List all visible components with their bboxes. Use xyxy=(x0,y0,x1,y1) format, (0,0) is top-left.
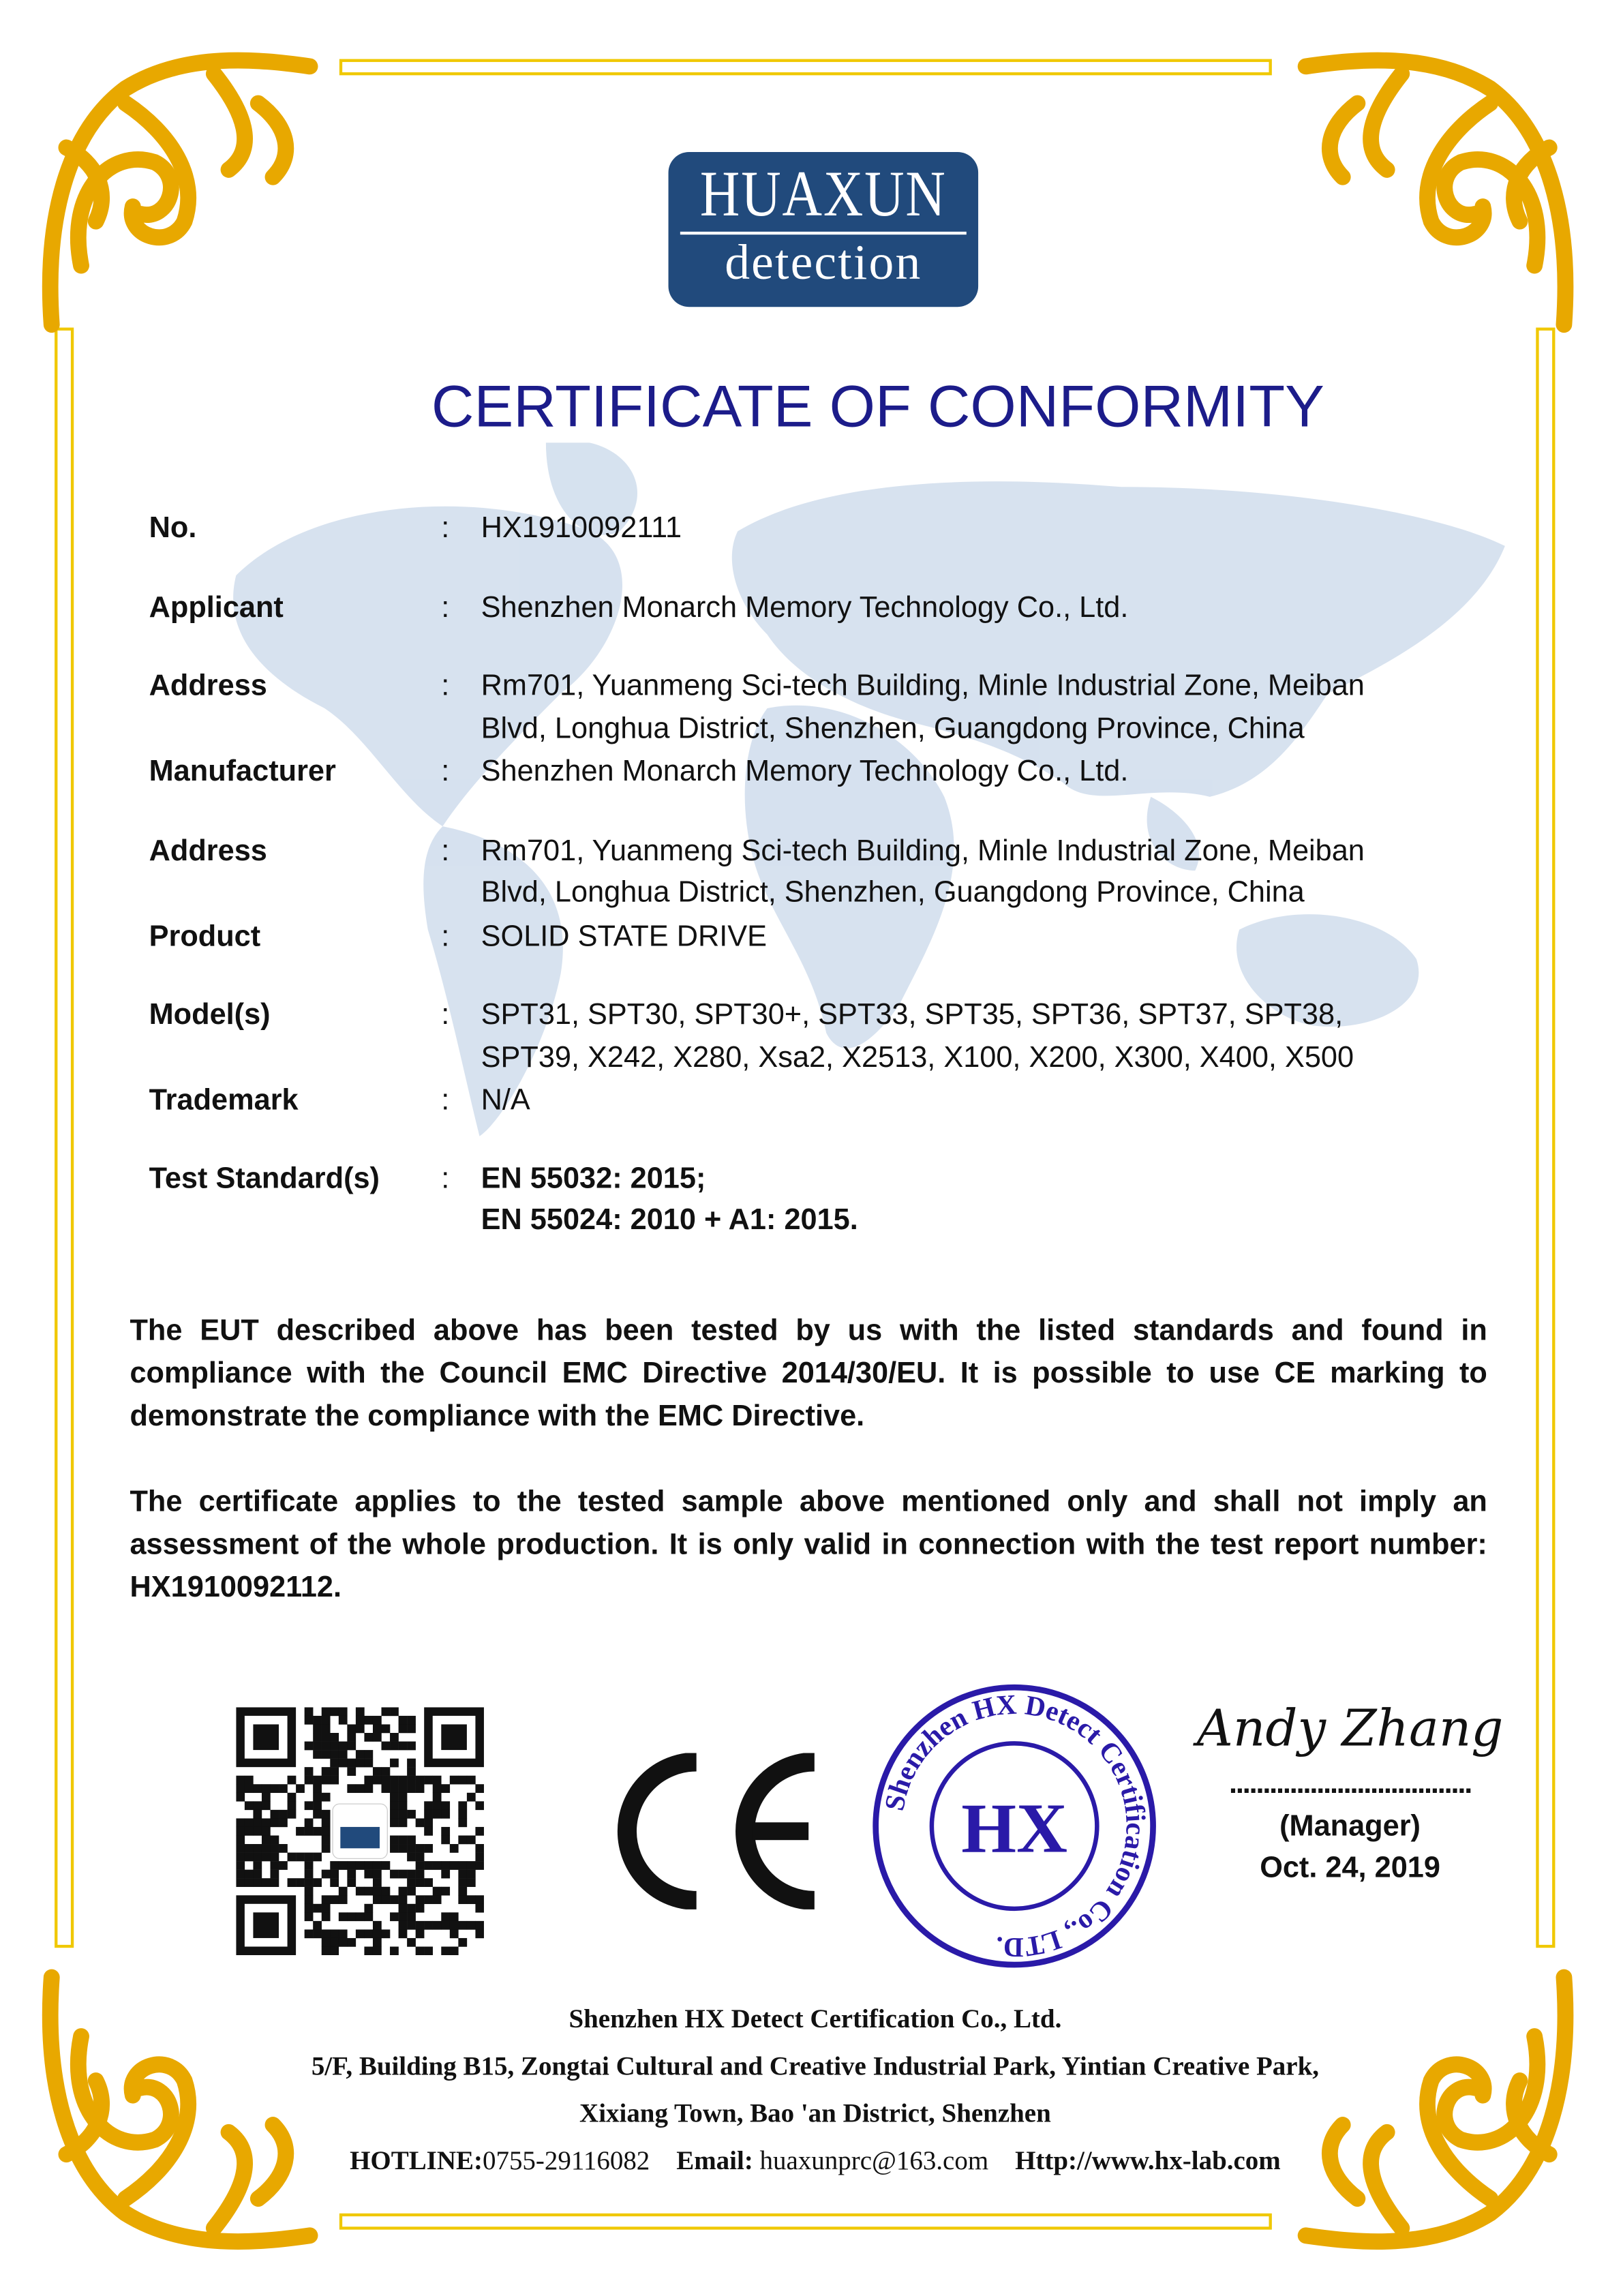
compliance-paragraph: The EUT described above has been tested by us with the listed standards and found in compliance with the Council EMC Directive 2014/30/EU. It is possible to use CE marking to demonstrate the compliance with the EMC Directive. xyxy=(130,1314,1487,1433)
field-label: Trademark xyxy=(149,1084,299,1117)
email-link[interactable]: huaxunprc@163.com xyxy=(759,2145,989,2175)
field-value: SPT39, X242, X280, Xsa2, X2513, X100, X200, X300, X400, X500 xyxy=(481,1041,1354,1074)
signer-role: (Manager) xyxy=(1279,1810,1421,1843)
field-label: Address xyxy=(149,669,267,703)
field-value: SPT31, SPT30, SPT30+, SPT33, SPT35, SPT36, SPT37, SPT38, xyxy=(481,999,1344,1032)
field-label: Address xyxy=(149,834,267,867)
field-row xyxy=(149,830,1477,914)
ce-mark-icon xyxy=(605,1753,826,1909)
stamp-center: HX xyxy=(961,1789,1068,1868)
email-label: Email: xyxy=(676,2145,753,2175)
field-colon: : xyxy=(441,920,450,953)
field-colon: : xyxy=(441,1162,450,1195)
field-colon: : xyxy=(441,669,450,703)
signature-line: .................................... xyxy=(1229,1768,1472,1800)
field-label: Model(s) xyxy=(149,999,271,1032)
footer-address-2: Xixiang Town, Bao 'an District, Shenzhen xyxy=(579,2098,1051,2128)
huaxun-logo xyxy=(669,152,979,307)
field-label: No. xyxy=(149,512,197,545)
field-row xyxy=(149,586,1477,629)
field-values xyxy=(481,1080,1477,1122)
website-link[interactable]: Http://www.hx-lab.com xyxy=(1015,2145,1281,2175)
top-border-bar xyxy=(339,59,1272,76)
hotline-number: 0755-29116082 xyxy=(482,2145,650,2175)
field-colon: : xyxy=(441,590,450,624)
field-value: HX1910092111 xyxy=(481,512,682,545)
field-colon: : xyxy=(441,755,450,788)
certificate-title: CERTIFICATE OF CONFORMITY xyxy=(431,374,1324,440)
signature-block xyxy=(1181,1697,1520,1888)
logo-line2: detection xyxy=(725,236,922,291)
field-value: EN 55032: 2015; xyxy=(481,1162,706,1195)
validity-paragraph: The certificate applies to the tested sample above mentioned only and shall not imply an assessment of the whole production. It is only valid in connection with the test report number: HX1910092112. xyxy=(130,1485,1487,1604)
field-values xyxy=(481,586,1477,629)
stamp-text: Shenzhen HX Detect Certification Co., LTD. xyxy=(878,1688,1152,1964)
field-values xyxy=(481,916,1477,958)
bottom-border-bar xyxy=(339,2214,1272,2230)
field-values xyxy=(481,508,1477,550)
hotline-label: HOTLINE: xyxy=(350,2145,483,2175)
field-label: Test Standard(s) xyxy=(149,1162,380,1195)
signature: Andy Zhang xyxy=(1196,1700,1504,1759)
corner-ornament-icon xyxy=(37,44,324,339)
field-value: Rm701, Yuanmeng Sci-tech Building, Minle Industrial Zone, Meiban xyxy=(481,669,1365,703)
field-value: SOLID STATE DRIVE xyxy=(481,920,768,953)
field-value: N/A xyxy=(481,1084,530,1117)
right-border-bar xyxy=(1536,328,1555,1948)
field-value: EN 55024: 2010 + A1: 2015. xyxy=(481,1204,858,1237)
field-values xyxy=(481,830,1477,914)
field-row xyxy=(149,995,1477,1078)
field-colon: : xyxy=(441,512,450,545)
qr-code[interactable] xyxy=(236,1707,484,1955)
field-values xyxy=(481,995,1477,1078)
field-row xyxy=(149,1080,1477,1122)
field-row xyxy=(149,1158,1477,1241)
field-label: Applicant xyxy=(149,590,284,624)
footer-address-1: 5/F, Building B15, Zongtai Cultural and Creative Industrial Park, Yintian Creative Park, xyxy=(311,2051,1320,2081)
field-value: Blvd, Longhua District, Shenzhen, Guangdong Province, China xyxy=(481,876,1305,909)
logo-line1: HUAXUN xyxy=(699,157,947,230)
field-label: Product xyxy=(149,920,261,953)
field-row xyxy=(149,508,1477,550)
field-colon: : xyxy=(441,999,450,1032)
field-row xyxy=(149,916,1477,958)
field-values xyxy=(481,665,1477,749)
left-border-bar xyxy=(55,328,74,1948)
field-value: Shenzhen Monarch Memory Technology Co., Ltd. xyxy=(481,590,1129,624)
field-row xyxy=(149,751,1477,794)
field-colon: : xyxy=(441,834,450,867)
issue-date: Oct. 24, 2019 xyxy=(1260,1852,1440,1885)
field-label: Manufacturer xyxy=(149,755,336,788)
field-value: Rm701, Yuanmeng Sci-tech Building, Minle Industrial Zone, Meiban xyxy=(481,834,1365,867)
footer-contact xyxy=(0,2144,1623,2177)
field-row xyxy=(149,665,1477,749)
field-values xyxy=(481,751,1477,794)
certificate-fields xyxy=(149,508,1477,1242)
corner-ornament-icon xyxy=(1291,44,1579,339)
field-values xyxy=(481,1158,1477,1241)
company-stamp xyxy=(870,1682,1158,1970)
field-colon: : xyxy=(441,1084,450,1117)
footer-company: Shenzhen HX Detect Certification Co., Ltd. xyxy=(568,2004,1062,2034)
field-value: Blvd, Longhua District, Shenzhen, Guangdong Province, China xyxy=(481,712,1305,745)
field-value: Shenzhen Monarch Memory Technology Co., Ltd. xyxy=(481,755,1129,788)
